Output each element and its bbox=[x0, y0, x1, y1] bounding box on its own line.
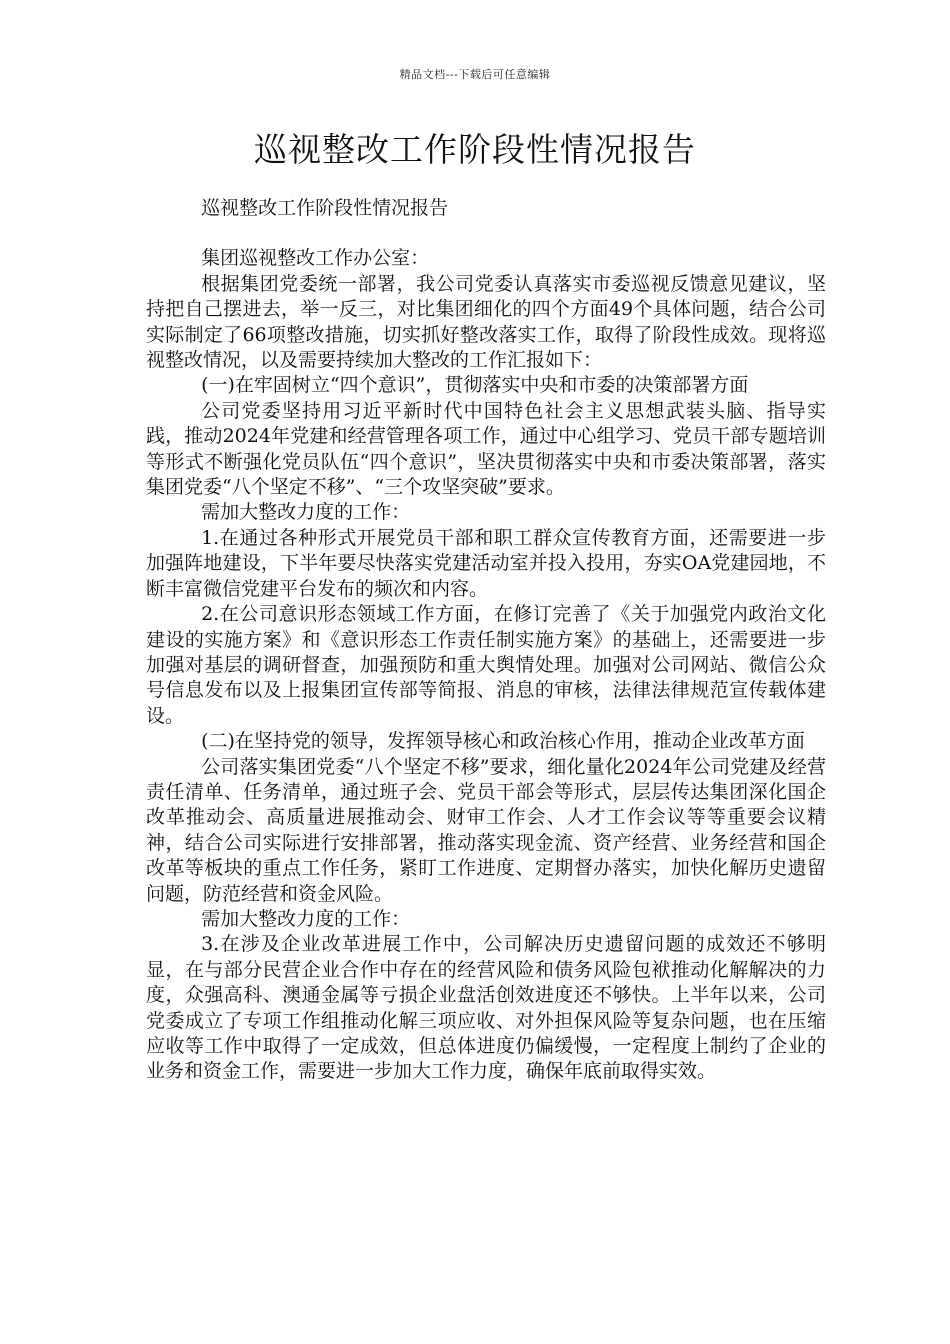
subtitle-paragraph: 巡视整改工作阶段性情况报告 bbox=[201, 197, 449, 219]
rectification-heading-2: 需加大整改力度的工作： bbox=[201, 907, 411, 930]
salutation-paragraph: 集团巡视整改工作办公室： bbox=[201, 247, 430, 270]
rectification-heading-1: 需加大整改力度的工作： bbox=[201, 501, 411, 524]
section-heading-2: (二)在坚持党的领导，发挥领导核心和政治核心作用，推动企业改革方面 bbox=[201, 730, 805, 753]
intro-paragraph: 根据集团党委统一部署，我公司党委认真落实市委巡视反馈意见建议，坚持把自己摆进去，举一反三，对比集团细化的四个方面49个具体问题，结合公司实际制定了66项整改措施，切实抓好整改落实工作，取得了阶段性成效。现将巡视整改情况，以及需要持续加大整改的工作汇报如下： bbox=[146, 272, 826, 372]
section-heading-1: (一)在牢固树立“四个意识”，贯彻落实中央和市委的决策部署方面 bbox=[201, 374, 749, 397]
item-1-paragraph: 1.在通过各种形式开展党员干部和职工群众宣传教育方面，还需要进一步加强阵地建设，下半年要尽快落实党建活动室并投入投用，夯实OA党建园地，不断丰富微信党建平台发布的频次和内容。 bbox=[146, 526, 826, 600]
header-note: 精品文档---下载后可任意编辑 bbox=[399, 68, 551, 81]
document-title: 巡视整改工作阶段性情况报告 bbox=[254, 130, 696, 169]
item-3-paragraph: 3.在涉及企业改革进展工作中，公司解决历史遗留问题的成效还不够明显，在与部分民营企业合作中存在的经营风险和债务风险包袱推动化解解决的力度，众强高科、澳通金属等亏损企业盘活创效进度还不够快。上半年以来，公司党委成立了专项工作组推动化解三项应收、对外担保风险等复杂问题，也在压缩应收等工作中取得了一定成效，但总体进度仍偏缓慢，一定程度上制约了企业的业务和资金工作，需要进一步加大工作力度，确保年底前取得实效。 bbox=[146, 933, 826, 1083]
section-2-paragraph: 公司落实集团党委“八个坚定不移”要求，细化量化2024年公司党建及经营责任清单、任务清单，通过班子会、党员干部会等形式，层层传达集团深化国企改革推动会、高质量进展推动会、财审工作会、人才工作会议等等重要会议精神，结合公司实际进行安排部署，推动落实现金流、资产经营、业务经营和国企改革等板块的重点工作任务，紧盯工作进度、定期督办落实，加快化解历史遗留问题，防范经营和资金风险。 bbox=[146, 755, 826, 905]
document-body bbox=[146, 196, 826, 1085]
item-2-paragraph: 2.在公司意识形态领域工作方面，在修订完善了《关于加强党内政治文化建设的实施方案》和《意识形态工作责任制实施方案》的基础上，还需要进一步加强对基层的调研督查，加强预防和重大舆情处理。加强对公司网站、微信公众号信息发布以及上报集团宣传部等简报、消息的审核，法律法律规范宣传载体建设。 bbox=[146, 603, 826, 727]
section-1-paragraph: 公司党委坚持用习近平新时代中国特色社会主义思想武装头脑、指导实践，推动2024年党建和经营管理各项工作，通过中心组学习、党员干部专题培训等形式不断强化党员队伍“四个意识”，坚决贯彻落实中央和市委决策部署，落实集团党委“八个坚定不移”、“三个攻坚突破”要求。 bbox=[146, 399, 826, 499]
